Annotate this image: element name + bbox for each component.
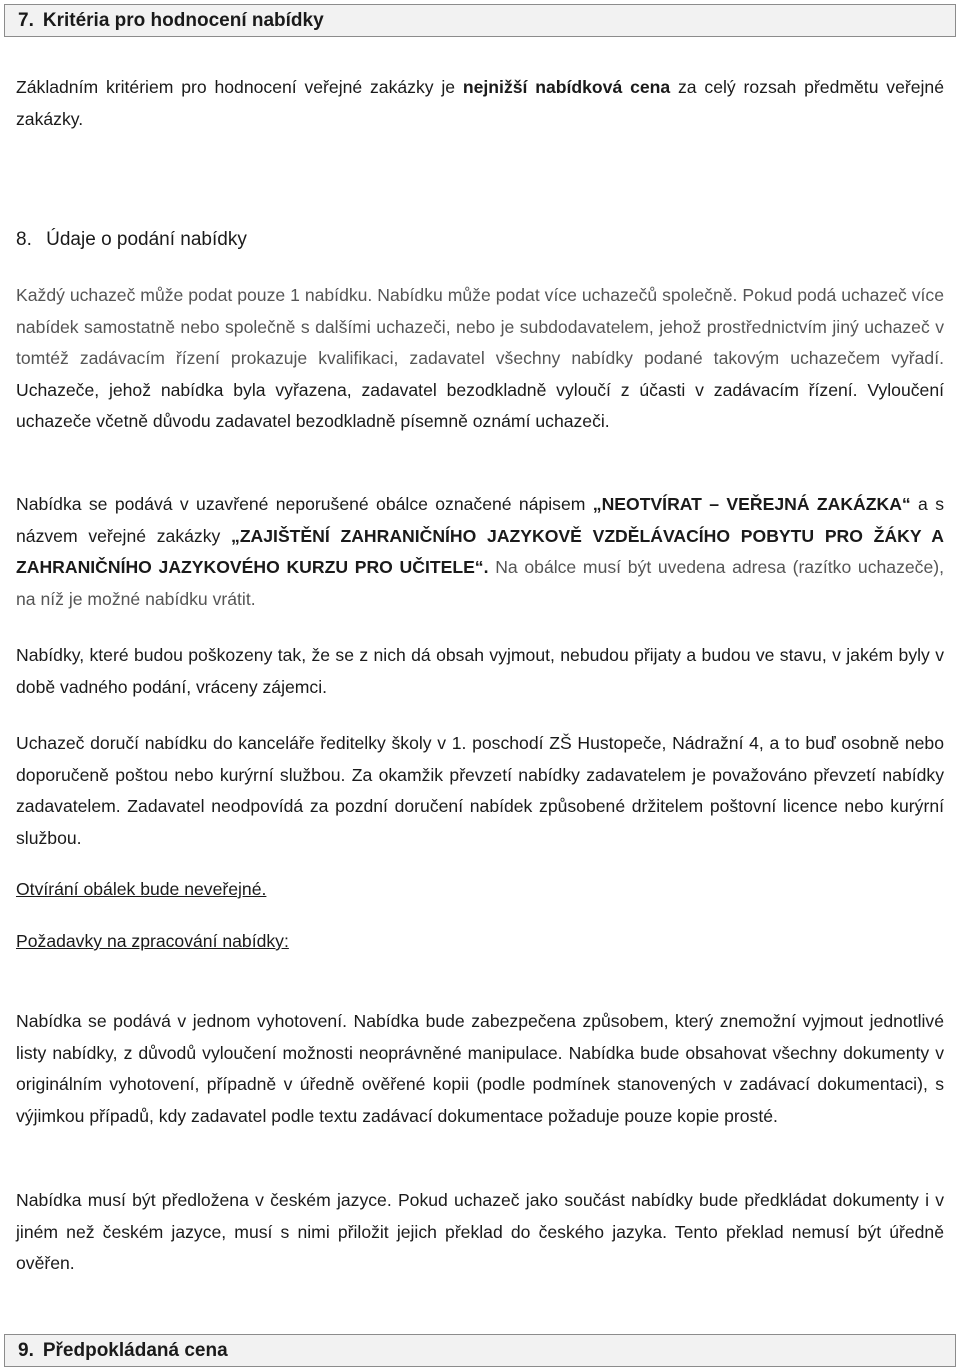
language-paragraph: Nabídka musí být předložena v českém jazyce. Pokud uchazeč jako součást nabídky bude předkládat dokumenty i v jiném než českém jazyce, musí s nimi přiložit jejich překlad do českého jazyka. Tento překlad nemusí být úředně ověřen.: [16, 1190, 944, 1273]
envelope-paragraph: [16, 489, 944, 615]
text-run: Na obálce musí být uvedena adresa (razítko uchazeče), na níž je možné nabídku vrátit.: [16, 557, 944, 609]
criteria-paragraph: [16, 72, 944, 135]
section-title: Předpokládaná cena: [42, 1339, 228, 1361]
section-title: Kritéria pro hodnocení nabídky: [42, 9, 324, 31]
damaged-bids-paragraph: Nabídky, které budou poškozeny tak, že se z nich dá obsah vyjmout, nebudou přijaty a budou ve stavu, v jakém byly v době vadného podání, vráceny zájemci.: [16, 645, 944, 697]
section-number: 7.: [18, 9, 34, 31]
section-9-heading: [4, 1334, 956, 1367]
section-7-heading: [4, 4, 956, 37]
requirements-paragraph: Nabídka se podává v jednom vyhotovení. Nabídka bude zabezpečena způsobem, který znemožní vyjmout jednotlivé listy nabídky, z důvodů vyloučení možnosti neoprávněné manipulace. Nabídka bude obsahovat všechny dokumenty v originálním vyhotovení, případně v úředně ověřené kopii (podle podmínek stanovených v zadávací dokumentaci), s výjimkou případů, kdy zadavatel podle textu zadávací dokumentace požaduje pouze kopie prosté.: [16, 1011, 944, 1126]
text-run: Každý uchazeč může podat pouze 1 nabídku. Nabídku může podat více uchazečů společně. Pokud podá uchazeč více nabídek samostatně nebo společně s dalšími uchazeči, nebo je subdodavatelem, jehož prostřednictvím jiný uchazeč v tomtéž zadávacím řízení prokazuje kvalifikaci, zadavatel všechny nabídky podané takovým uchazečem vyřadí.: [16, 285, 944, 368]
bold-text: „NEOTVÍRAT – VEŘEJNÁ ZAKÁZKA“: [592, 494, 911, 514]
opening-note: Otvírání obálek bude neveřejné.: [16, 879, 267, 899]
section-number: 8.: [16, 229, 32, 250]
text-run: Nabídka se podává v uzavřené neporušené obálce označené nápisem: [16, 494, 593, 514]
requirements-heading: Požadavky na zpracování nabídky:: [16, 931, 289, 951]
section-number: 9.: [18, 1339, 34, 1361]
text-run: Uchazeče, jehož nabídka byla vyřazena, zadavatel bezodkladně vyloučí z účasti v zadávacím řízení. Vyloučení uchazeče včetně důvodu zadavatel bezodkladně písemně oznámí uchazeči.: [16, 379, 944, 431]
text-run: a s názvem veřejné zakázky: [16, 494, 944, 546]
section-8-heading: [16, 224, 247, 255]
text-run: za celý rozsah předmětu veřejné zakázky.: [16, 77, 944, 129]
text-run: Základním kritériem pro hodnocení veřejné zakázky je: [16, 77, 463, 97]
bidders-paragraph: [16, 280, 944, 438]
delivery-paragraph: Uchazeč doručí nabídku do kanceláře ředitelky školy v 1. poschodí ZŠ Hustopeče, Nádražní 4, a to buď osobně nebo doporučeně poštou nebo kurýrní službou. Za okamžik převzetí nabídky zadavatelem je považováno převzetí nabídky zadavatelem. Zadavatel neodpovídá za pozdní doručení nabídek způsobené držitelem poštovní licence nebo kurýrní službou.: [16, 733, 944, 848]
section-title: Údaje o podání nabídky: [46, 229, 247, 250]
bold-text: „ZAJIŠTĚNÍ ZAHRANIČNÍHO JAZYKOVĚ VZDĚLÁVACÍHO POBYTU PRO ŽÁKY A ZAHRANIČNÍHO JAZYKOVÉHO KURZU PRO UČITELE“.: [16, 525, 944, 577]
bold-text: nejnižší nabídková cena: [462, 77, 671, 97]
